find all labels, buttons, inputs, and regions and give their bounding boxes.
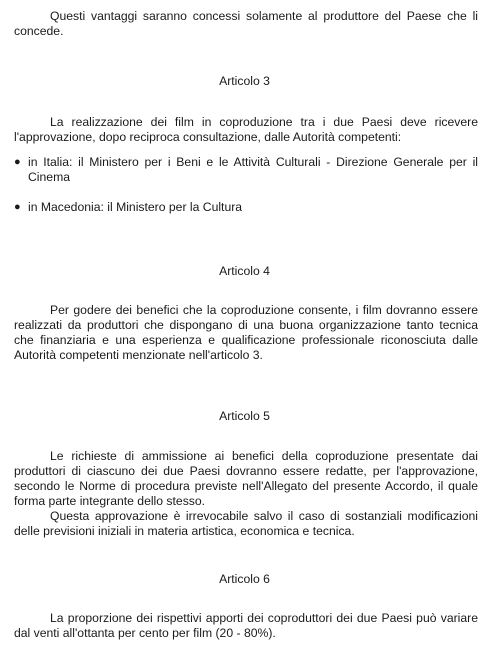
- bullet-icon: ●: [14, 156, 21, 168]
- article-6-paragraph-1: La proporzione dei rispettivi apporti dei coproduttori dei due Paesi può variare dal venti all'ottanta per cento per film (20 - 80%).: [14, 611, 478, 640]
- bullet-text: in Italia: il Ministero per i Beni e le Attività Culturali - Direzione Generale per il Cinema: [28, 155, 478, 184]
- article-4-paragraph-1: Per godere dei benefici che la coproduzione consente, i film dovranno essere realizzati da produttori che dispongano di una buona organizzazione tanto tecnica che finanziaria e una esperienza e qualificazione professionale riconosciuta dalle Autorità competenti menzionate nell'articolo 3.: [14, 303, 478, 362]
- bullet-icon: ●: [14, 201, 21, 213]
- article-5-paragraph-2: Questa approvazione è irrevocabile salvo il caso di sostanziali modificazioni delle previsioni iniziali in materia artistica, economica e tecnica.: [14, 509, 478, 538]
- article-3-heading: Articolo 3: [219, 74, 270, 88]
- intro-paragraph: Questi vantaggi saranno concessi solamente al produttore del Paese che li concede.: [14, 9, 478, 38]
- article-4-heading: Articolo 4: [219, 264, 270, 278]
- article-5-heading: Articolo 5: [219, 409, 270, 423]
- article-3-bullet-2: [14, 200, 478, 215]
- article-3-bullet-1: [14, 155, 478, 185]
- article-6-heading: Articolo 6: [219, 572, 270, 586]
- bullet-text: in Macedonia: il Ministero per la Cultura: [28, 200, 243, 214]
- article-3-paragraph-1: La realizzazione dei film in coproduzione tra i due Paesi deve ricevere l'approvazione, dopo reciproca consultazione, dalle Autorità competenti:: [14, 115, 478, 144]
- article-5-paragraph-1: Le richieste di ammissione ai benefici della coproduzione presentate dai produttori di ciascuno dei due Paesi dovranno essere redatte, per l'approvazione, secondo le Norme di procedura previste nell'Allegato del presente Accordo, il quale forma parte integrante dello stesso.: [14, 449, 478, 508]
